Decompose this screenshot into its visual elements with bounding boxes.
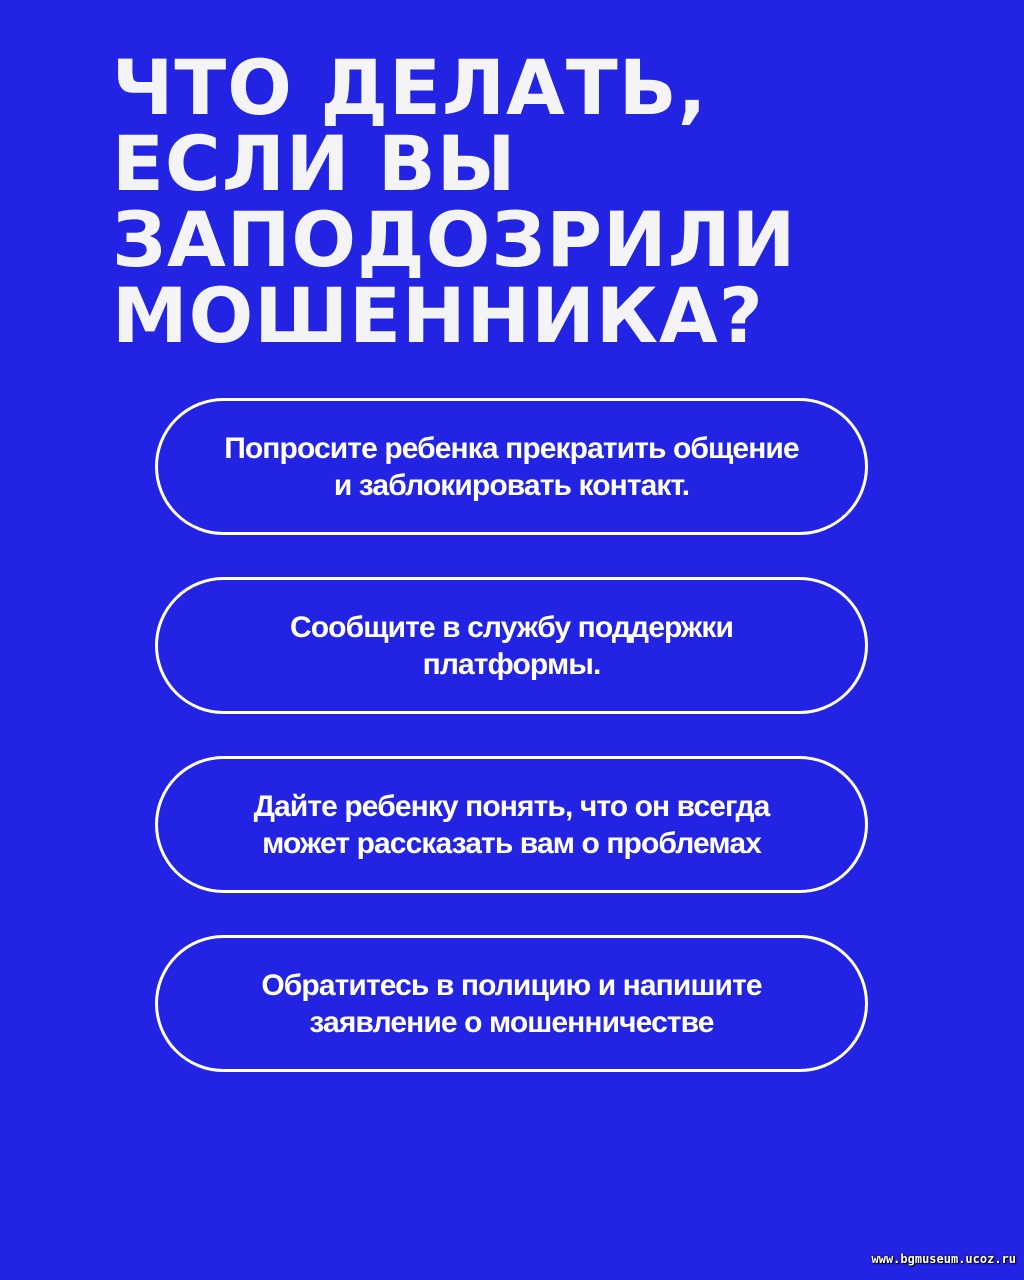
advice-card-report-platform bbox=[155, 577, 868, 714]
headline-line-3: ЗАПОДОЗРИЛИ bbox=[112, 195, 797, 284]
advice-card-talk-to-child bbox=[155, 756, 868, 893]
advice-card-line: Попросите ребенка прекратить общение bbox=[224, 431, 799, 465]
advice-card-line: заявление о мошенничестве bbox=[309, 1005, 714, 1039]
advice-card-line: и заблокировать контакт. bbox=[333, 468, 690, 502]
advice-card-line: Дайте ребенку понять, что он всегда bbox=[253, 789, 770, 823]
advice-card-contact-police bbox=[155, 935, 868, 1072]
headline-line-4: МОШЕННИКА? bbox=[112, 271, 764, 360]
advice-card-block-contact bbox=[155, 398, 868, 535]
advice-card-line: Сообщите в службу поддержки bbox=[289, 610, 734, 644]
advice-card-text bbox=[261, 967, 761, 1041]
advice-card-text bbox=[224, 430, 799, 504]
advice-card-line: может рассказать вам о проблемах bbox=[262, 826, 761, 860]
advice-card-text bbox=[290, 609, 733, 683]
headline bbox=[112, 43, 972, 360]
watermark-url: www.bgmuseum.ucoz.ru bbox=[871, 1252, 1016, 1266]
advice-list bbox=[155, 398, 868, 1114]
headline-line-1: ЧТО ДЕЛАТЬ, bbox=[112, 43, 708, 132]
advice-card-text bbox=[254, 788, 770, 862]
headline-line-2: ЕСЛИ ВЫ bbox=[112, 119, 517, 208]
advice-card-line: Обратитесь в полицию и напишите bbox=[261, 968, 762, 1002]
advice-card-line: платформы. bbox=[422, 647, 601, 681]
